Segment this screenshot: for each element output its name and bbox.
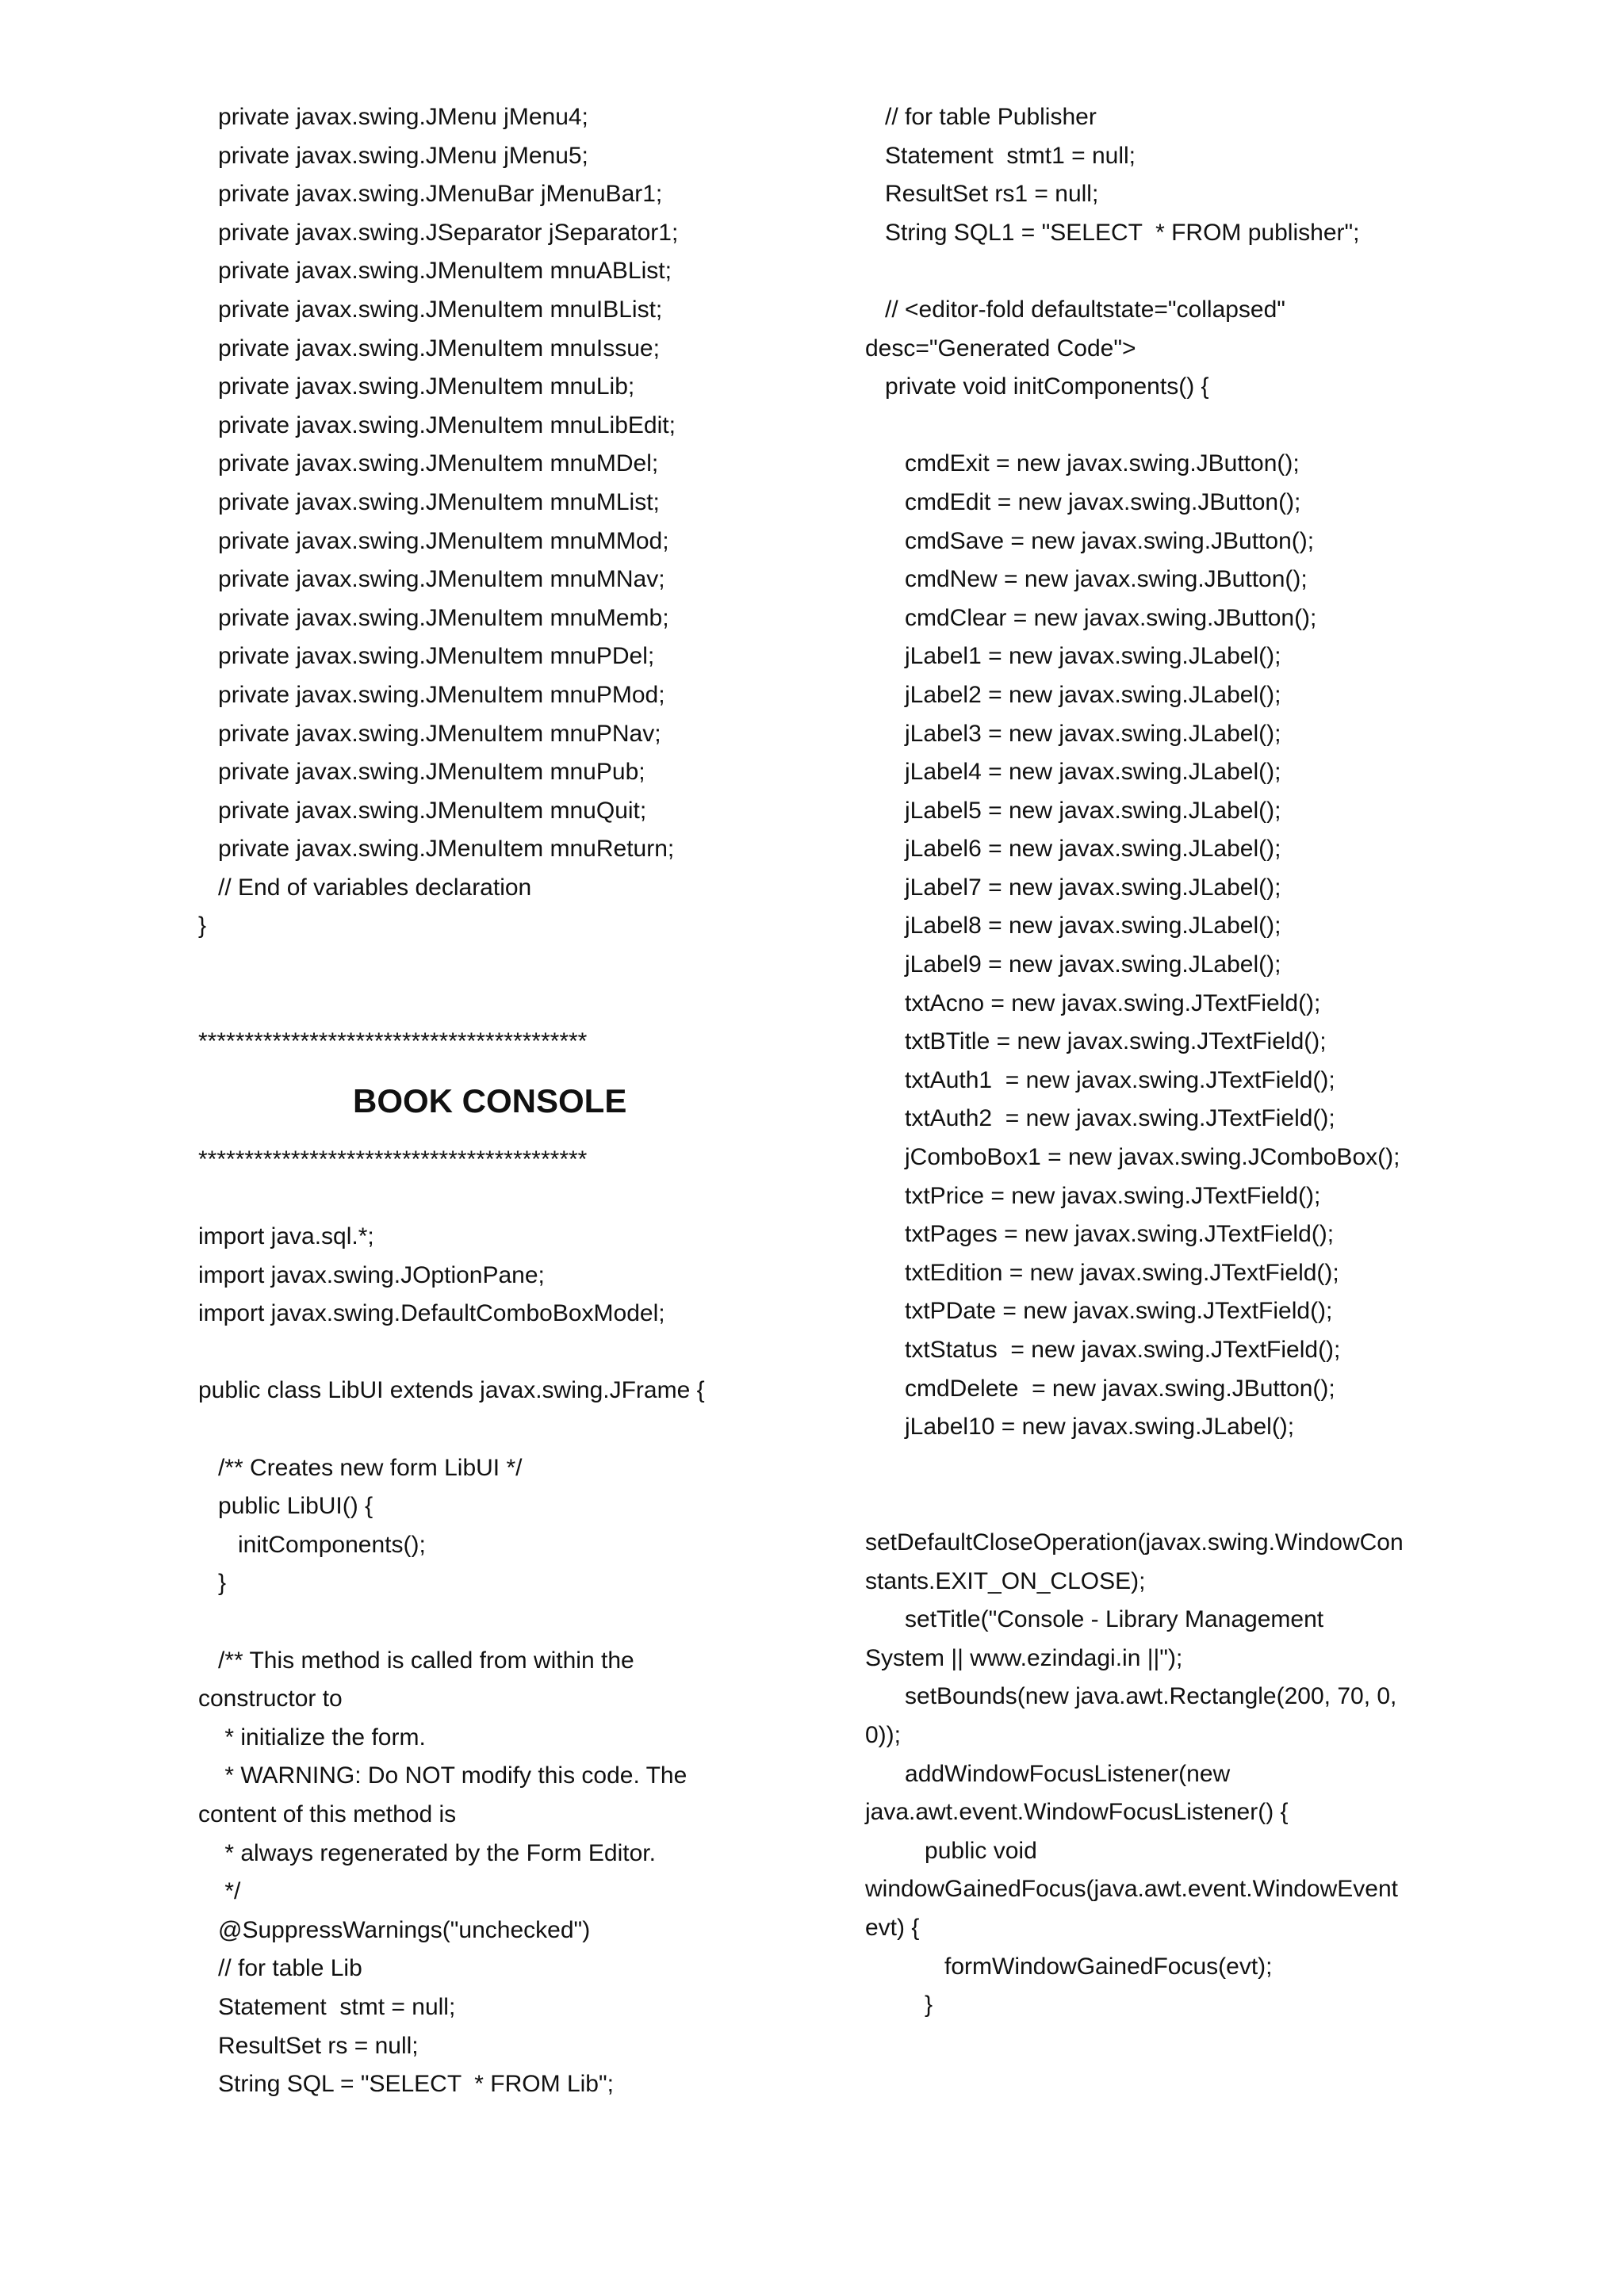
code-line: jLabel10 = new javax.swing.JLabel();: [865, 1414, 1295, 1441]
code-line: jLabel7 = new javax.swing.JLabel();: [865, 874, 1281, 901]
code-line: private javax.swing.JMenuItem mnuMDel;: [198, 450, 659, 477]
code-line: public class LibUI extends javax.swing.JFrame {: [198, 1377, 705, 1404]
code-line: addWindowFocusListener(new: [865, 1760, 1231, 1787]
left-column: [198, 98, 848, 2104]
code-line: windowGainedFocus(java.awt.event.WindowEvent: [865, 1876, 1398, 1903]
code-line: private javax.swing.JMenuItem mnuLib;: [198, 373, 635, 400]
code-line: cmdClear = new javax.swing.JButton();: [865, 604, 1317, 631]
code-line: txtAuth2 = new javax.swing.JTextField();: [865, 1105, 1335, 1132]
code-line: private javax.swing.JMenuItem mnuReturn;: [198, 836, 675, 863]
code-line: jLabel6 = new javax.swing.JLabel();: [865, 836, 1281, 863]
code-line: txtStatus = new javax.swing.JTextField();: [865, 1337, 1341, 1363]
code-line: txtEdition = new javax.swing.JTextField();: [865, 1259, 1339, 1286]
code-line: * initialize the form.: [198, 1724, 426, 1751]
code-line: [865, 1447, 1452, 1486]
code-line: formWindowGainedFocus(evt);: [865, 1953, 1273, 1980]
code-line: txtBTitle = new javax.swing.JTextField();: [865, 1028, 1327, 1055]
code-line: /** Creates new form LibUI */: [198, 1454, 523, 1481]
code-line: private javax.swing.JMenuItem mnuMList;: [198, 488, 660, 515]
code-line: [198, 946, 848, 985]
code-line: cmdNew = new javax.swing.JButton();: [865, 566, 1308, 593]
code-line: public LibUI() {: [198, 1493, 373, 1520]
code-line: * WARNING: Do NOT modify this code. The: [198, 1762, 688, 1789]
code-line: import java.sql.*;: [198, 1223, 374, 1250]
code-line: // End of variables declaration: [198, 874, 532, 901]
code-line: private javax.swing.JMenuItem mnuLibEdit;: [198, 411, 676, 438]
code-line: cmdSave = new javax.swing.JButton();: [865, 527, 1315, 554]
code-line: txtPDate = new javax.swing.JTextField();: [865, 1298, 1333, 1325]
code-line: }: [198, 1570, 227, 1597]
code-line: // for table Lib: [198, 1955, 362, 1982]
code-line: cmdDelete = new javax.swing.JButton();: [865, 1375, 1335, 1402]
code-line: jLabel2 = new javax.swing.JLabel();: [865, 681, 1281, 708]
code-line: Statement stmt = null;: [198, 1993, 456, 2020]
section-heading: BOOK CONSOLE: [353, 1081, 627, 1119]
code-line: txtAuth1 = new javax.swing.JTextField();: [865, 1066, 1335, 1093]
code-line: txtPages = new javax.swing.JTextField();: [865, 1221, 1335, 1248]
code-line: setTitle("Console - Library Management: [865, 1606, 1324, 1633]
code-line: [198, 985, 848, 1024]
code-line: jLabel8 = new javax.swing.JLabel();: [865, 913, 1281, 939]
code-line: ResultSet rs = null;: [198, 2032, 419, 2059]
code-line: @SuppressWarnings("unchecked"): [198, 1916, 591, 1943]
code-line: txtPrice = new javax.swing.JTextField();: [865, 1182, 1321, 1209]
code-line: import javax.swing.DefaultComboBoxModel;: [198, 1300, 665, 1327]
code-line: // for table Publisher: [865, 104, 1097, 130]
code-line: [865, 1485, 1452, 1524]
code-line: private javax.swing.JMenuItem mnuABList;: [198, 258, 672, 285]
code-line: initComponents();: [198, 1531, 426, 1558]
code-line: cmdExit = new javax.swing.JButton();: [865, 450, 1300, 477]
code-line: private javax.swing.JMenu jMenu5;: [198, 142, 588, 169]
code-line: [198, 1410, 848, 1449]
code-line: }: [198, 913, 207, 939]
code-line: }: [865, 1992, 933, 2019]
code-line: /** This method is called from within the: [198, 1647, 634, 1674]
code-line: jLabel5 = new javax.swing.JLabel();: [865, 797, 1281, 824]
code-line: private javax.swing.JMenuItem mnuPub;: [198, 759, 645, 786]
code-line: [198, 1334, 848, 1372]
code-line: import javax.swing.JOptionPane;: [198, 1261, 545, 1288]
code-line: ResultSet rs1 = null;: [865, 181, 1099, 208]
code-line: ******************************************: [198, 1028, 588, 1055]
code-line: private void initComponents() {: [865, 373, 1209, 400]
code-line: private javax.swing.JMenuItem mnuPNav;: [198, 720, 661, 747]
code-line: content of this method is: [198, 1800, 457, 1827]
code-line: [865, 407, 1452, 446]
code-line: // <editor-fold defaultstate="collapsed": [865, 296, 1285, 323]
code-line: desc="Generated Code">: [865, 335, 1136, 362]
code-line: private javax.swing.JMenuItem mnuIssue;: [198, 335, 660, 362]
code-line: String SQL = "SELECT * FROM Lib";: [198, 2071, 614, 2098]
code-line: setBounds(new java.awt.Rectangle(200, 70, 0,: [865, 1683, 1397, 1710]
code-line: jLabel1 = new javax.swing.JLabel();: [865, 643, 1281, 670]
code-line: 0));: [865, 1721, 901, 1748]
code-line: java.awt.event.WindowFocusListener() {: [865, 1799, 1289, 1826]
code-line: private javax.swing.JMenuItem mnuPMod;: [198, 681, 665, 708]
code-line: setDefaultCloseOperation(javax.swing.WindowCon: [865, 1529, 1404, 1556]
code-line: private javax.swing.JMenuItem mnuPDel;: [198, 643, 655, 670]
code-line: jLabel4 = new javax.swing.JLabel();: [865, 759, 1281, 786]
code-line: private javax.swing.JMenu jMenu4;: [198, 104, 588, 130]
code-line: cmdEdit = new javax.swing.JButton();: [865, 488, 1301, 515]
code-line: jComboBox1 = new javax.swing.JComboBox();: [865, 1144, 1400, 1171]
code-line: private javax.swing.JMenuItem mnuMNav;: [198, 566, 665, 593]
code-line: ******************************************: [198, 1146, 588, 1173]
code-line: private javax.swing.JSeparator jSeparator1;: [198, 219, 679, 246]
code-line: private javax.swing.JMenuBar jMenuBar1;: [198, 181, 663, 208]
code-line: */: [198, 1878, 241, 1905]
code-line: jLabel9 = new javax.swing.JLabel();: [865, 951, 1281, 978]
code-line: txtAcno = new javax.swing.JTextField();: [865, 989, 1321, 1016]
code-line: [198, 1603, 848, 1642]
code-line: * always regenerated by the Form Editor.: [198, 1839, 656, 1866]
code-line: [865, 252, 1452, 291]
code-line: System || www.ezindagi.in ||");: [865, 1644, 1183, 1671]
code-line: stants.EXIT_ON_CLOSE);: [865, 1567, 1146, 1594]
code-line: constructor to: [198, 1686, 343, 1712]
code-line: evt) {: [865, 1914, 920, 1941]
code-line: private javax.swing.JMenuItem mnuMemb;: [198, 604, 669, 631]
code-line: private javax.swing.JMenuItem mnuIBList;: [198, 296, 663, 323]
code-line: jLabel3 = new javax.swing.JLabel();: [865, 720, 1281, 747]
code-line: private javax.swing.JMenuItem mnuMMod;: [198, 527, 669, 554]
code-line: private javax.swing.JMenuItem mnuQuit;: [198, 797, 647, 824]
code-line: Statement stmt1 = null;: [865, 142, 1136, 169]
code-line: [198, 1179, 848, 1218]
code-line: public void: [865, 1837, 1037, 1864]
right-column: [865, 98, 1452, 2025]
code-line: String SQL1 = "SELECT * FROM publisher";: [865, 219, 1360, 246]
